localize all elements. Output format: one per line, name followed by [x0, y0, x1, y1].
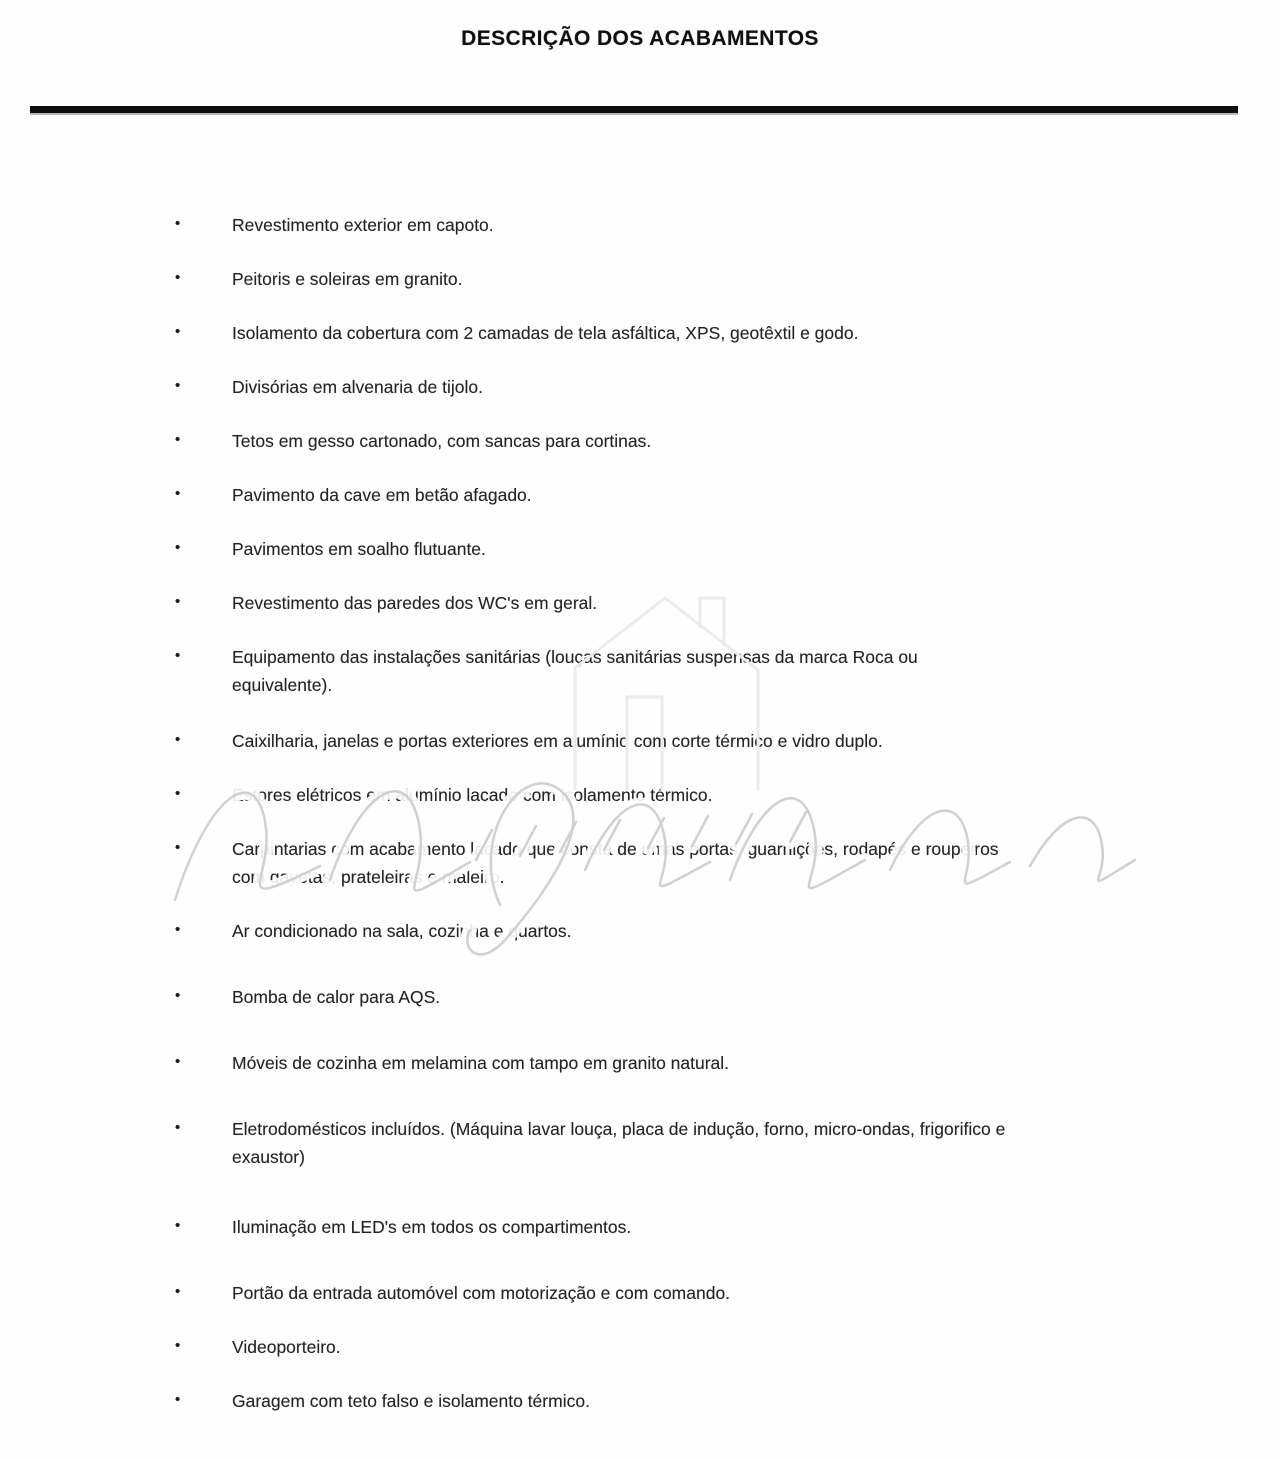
- bullet-marker-icon: •: [175, 731, 181, 748]
- bullet-marker-icon: •: [175, 839, 181, 856]
- list-item: [0, 643, 1280, 699]
- bullet-marker-icon: •: [175, 269, 181, 286]
- list-item: [0, 781, 1280, 809]
- list-item-text: [232, 781, 1190, 809]
- list-item-text: [232, 1333, 1190, 1361]
- list-item: [0, 1279, 1280, 1307]
- list-item-text: [232, 983, 1190, 1011]
- list-item-text: [232, 1049, 1190, 1077]
- list-item-line: exaustor): [232, 1147, 305, 1167]
- list-item: [0, 727, 1280, 755]
- bullet-marker-icon: •: [175, 323, 181, 340]
- list-item-line: Carpintarias com acabamento lacado que consta de umas portas, guarnições, rodapés e roupeiros: [232, 839, 999, 859]
- list-item-line: Pavimentos em soalho flutuante.: [232, 539, 486, 559]
- list-item: [0, 265, 1280, 293]
- list-item-line: com gavetas, prateleiras e maleiro.: [232, 867, 505, 887]
- list-item-line: Caixilharia, janelas e portas exteriores em alumínio com corte térmico e vidro duplo.: [232, 731, 883, 751]
- list-item: [0, 1213, 1280, 1241]
- list-item: [0, 1049, 1280, 1077]
- list-item-line: Divisórias em alvenaria de tijolo.: [232, 377, 483, 397]
- bullet-marker-icon: •: [175, 1391, 181, 1408]
- bullet-marker-icon: •: [175, 1283, 181, 1300]
- list-item-line: Garagem com teto falso e isolamento térmico.: [232, 1391, 590, 1411]
- list-item-text: [232, 319, 1190, 347]
- list-item-line: Isolamento da cobertura com 2 camadas de tela asfáltica, XPS, geotêxtil e godo.: [232, 323, 859, 343]
- list-item-line: Estores elétricos em alumínio lacado com isolamento térmico.: [232, 785, 713, 805]
- list-item: [0, 1333, 1280, 1361]
- list-item: [0, 1387, 1280, 1415]
- list-item-text: [232, 917, 1190, 945]
- bullet-marker-icon: •: [175, 485, 181, 502]
- list-item-text: [232, 535, 1190, 563]
- bullet-marker-icon: •: [175, 647, 181, 664]
- list-item-text: [232, 211, 1190, 239]
- list-item: [0, 983, 1280, 1011]
- list-item-line: Eletrodomésticos incluídos. (Máquina lavar louça, placa de indução, forno, micro-ondas, frigorifico e: [232, 1119, 1006, 1139]
- list-item-text: [232, 265, 1190, 293]
- list-item: [0, 211, 1280, 239]
- list-item-text: [232, 727, 1190, 755]
- list-item-text: [232, 373, 1190, 401]
- list-item-text: [232, 1115, 1190, 1171]
- list-item: [0, 835, 1280, 891]
- list-item: [0, 319, 1280, 347]
- list-item-line: Bomba de calor para AQS.: [232, 987, 441, 1007]
- bullet-marker-icon: •: [175, 377, 181, 394]
- horizontal-rule: [30, 106, 1238, 115]
- page-title: DESCRIÇÃO DOS ACABAMENTOS: [461, 27, 819, 50]
- list-item: [0, 427, 1280, 455]
- list-item-line: Iluminação em LED's em todos os compartimentos.: [232, 1217, 632, 1237]
- bullet-marker-icon: •: [175, 1337, 181, 1354]
- list-item-text: [232, 1279, 1190, 1307]
- list-item-line: Pavimento da cave em betão afagado.: [232, 485, 532, 505]
- list-item-text: [232, 1387, 1190, 1415]
- list-item-text: [232, 1213, 1190, 1241]
- list-item-line: Revestimento exterior em capoto.: [232, 215, 494, 235]
- list-item: [0, 917, 1280, 945]
- bullet-marker-icon: •: [175, 785, 181, 802]
- list-item-text: [232, 589, 1190, 617]
- list-item-line: Equipamento das instalações sanitárias (louças sanitárias suspensas da marca Roca ou: [232, 647, 918, 667]
- list-item-text: [232, 427, 1190, 455]
- list-item-text: [232, 481, 1190, 509]
- list-item-line: Ar condicionado na sala, cozinha e quartos.: [232, 921, 572, 941]
- bullet-marker-icon: •: [175, 539, 181, 556]
- list-item-line: equivalente).: [232, 675, 333, 695]
- finishes-list: [0, 211, 1280, 1415]
- list-item-line: Móveis de cozinha em melamina com tampo em granito natural.: [232, 1053, 730, 1073]
- bullet-marker-icon: •: [175, 1217, 181, 1234]
- list-item-line: Tetos em gesso cartonado, com sancas para cortinas.: [232, 431, 652, 451]
- bullet-marker-icon: •: [175, 921, 181, 938]
- list-item: [0, 373, 1280, 401]
- bullet-marker-icon: •: [175, 1119, 181, 1136]
- bullet-marker-icon: •: [175, 593, 181, 610]
- list-item-text: [232, 835, 1190, 891]
- list-item-text: [232, 643, 1190, 699]
- list-item: [0, 535, 1280, 563]
- list-item-line: Revestimento das paredes dos WC's em geral.: [232, 593, 598, 613]
- list-item-line: Videoporteiro.: [232, 1337, 341, 1357]
- list-item-line: Peitoris e soleiras em granito.: [232, 269, 463, 289]
- bullet-marker-icon: •: [175, 1053, 181, 1070]
- list-item: [0, 481, 1280, 509]
- list-item: [0, 589, 1280, 617]
- bullet-marker-icon: •: [175, 215, 181, 232]
- list-item: [0, 1115, 1280, 1171]
- list-item-line: Portão da entrada automóvel com motorização e com comando.: [232, 1283, 731, 1303]
- bullet-marker-icon: •: [175, 987, 181, 1004]
- bullet-marker-icon: •: [175, 431, 181, 448]
